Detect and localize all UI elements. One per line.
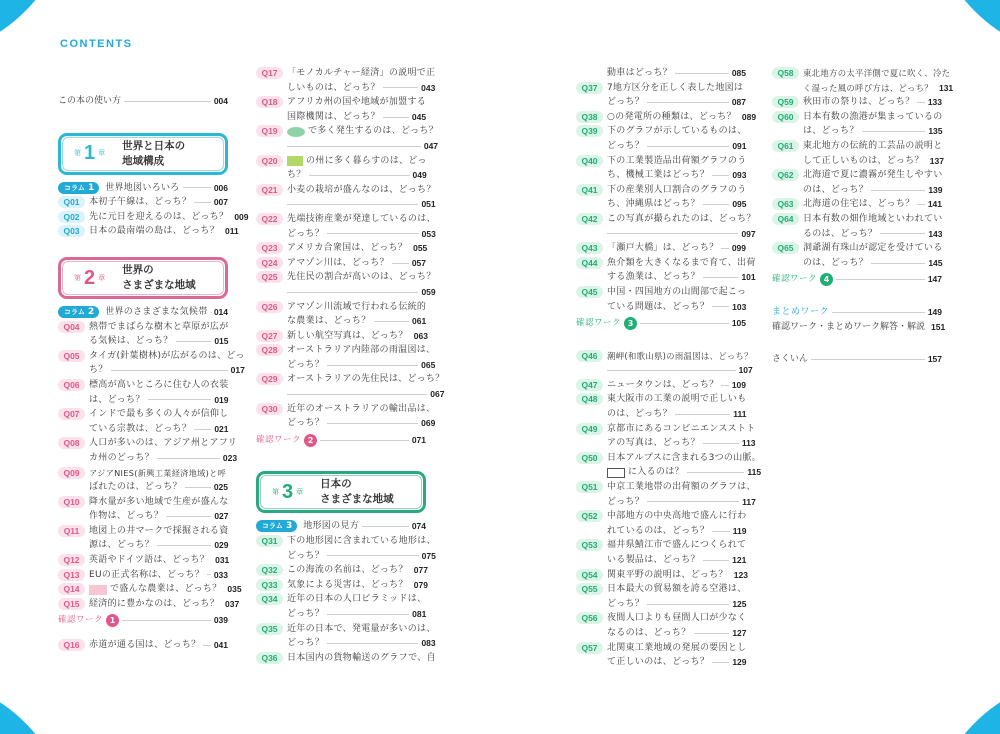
question-badge: Q45	[576, 286, 603, 298]
entry-label: さくいん	[772, 354, 809, 365]
column-badge: コラム 3	[256, 520, 297, 532]
entry-label: 確認ワーク	[58, 615, 104, 626]
question-badge: Q63	[772, 198, 799, 210]
question-entry-q56[interactable]: Q56 夜間人口よりも昼間人口が少なく なるのは、どっち？ 127	[576, 611, 746, 640]
question-badge: Q54	[576, 569, 603, 581]
work-number-badge: 1	[106, 614, 119, 627]
page-number: 149	[927, 306, 942, 317]
question-badge: Q59	[772, 96, 799, 108]
toc-entry-index[interactable]	[772, 352, 942, 367]
question-entry-q57[interactable]: Q57 北関東工業地域の発展の要因とし て正しいのは、どっち？ 129	[576, 641, 746, 670]
question-entry-q41[interactable]: Q41 下の産業別人口割合のグラフのう ち、沖縄県はどっち？ 095	[576, 183, 746, 212]
entry-label: 確認ワーク	[256, 434, 302, 445]
question-entry-q05[interactable]: Q05 タイガ(針葉樹林)が広がるのは、どっ ち？ 017	[58, 349, 228, 378]
question-entry-q62[interactable]: Q62 北海道で夏に濃霧が発生しやすい のは、どっち？ 139	[772, 168, 942, 197]
page-number: 006	[213, 182, 228, 193]
question-badge: Q02	[58, 211, 85, 223]
question-entry-q22[interactable]: Q22 先端技術産業が発達しているのは、 どっち？ 053	[256, 212, 426, 241]
question-entry-q65[interactable]: Q65 洞爺湖有珠山が認定を受けている のは、どっち？ 145	[772, 241, 942, 270]
question-badge: Q29	[256, 373, 283, 385]
question-entry-q45[interactable]: Q45 中国・四国地方の山間部で起こっ ている問題は、どっち？ 103	[576, 285, 746, 314]
page-number: 105	[731, 318, 746, 329]
column-entry-1[interactable]	[58, 181, 228, 196]
toc-entry-intro[interactable]	[58, 94, 228, 109]
question-badge: Q26	[256, 301, 283, 313]
question-entry-q46[interactable]: Q46 潮岬(和歌山県)の雨温図は、どっち？ 107	[576, 349, 746, 378]
review-work-1[interactable]	[58, 613, 228, 628]
question-entry-q43[interactable]: Q43 「瀬戸大橋」は、どっち？ 099	[576, 241, 746, 256]
question-entry-q04[interactable]: Q04 熱帯でまばらな樹木と草原が広が る気候は、どっち？ 015	[58, 320, 228, 349]
question-entry-q02[interactable]: Q02 先に元日を迎えるのは、どっち？ 009	[58, 210, 228, 225]
question-entry-q03[interactable]: Q03 日本の最南端の島は、どっち？ 011	[58, 224, 228, 239]
question-entry-q49[interactable]: Q49 京都市にあるコンビニエンスストト アの写真は、どっち？ 113	[576, 422, 746, 451]
question-entry-q37[interactable]: Q37 7地方区分を正しく表した地図は どっち？ 087	[576, 81, 746, 110]
question-badge: Q06	[58, 379, 85, 391]
toc-column-1	[58, 94, 249, 653]
question-entry-q15[interactable]: Q15 経済的に豊かなのは、どっち？ 037	[58, 597, 228, 612]
question-badge: Q07	[58, 408, 85, 420]
question-entry-q20[interactable]: Q20 の州に多く暮らすのは、どっ ち？ 049	[256, 154, 426, 183]
question-badge: Q44	[576, 257, 603, 269]
chapter-suffix: 章	[98, 273, 106, 282]
chapter-title: 世界の さまざまな地域	[122, 263, 196, 291]
chapter-number: 1	[84, 142, 96, 165]
chapter-suffix: 章	[98, 149, 106, 158]
question-entry-q47[interactable]: Q47 ニュータウンは、どっち？ 109	[576, 378, 746, 393]
question-badge: Q62	[772, 169, 799, 181]
entry-label: 確認ワーク	[772, 274, 818, 285]
question-badge: Q34	[256, 593, 283, 605]
entry-label: 世界地図いろいろ	[105, 182, 180, 193]
question-badge: Q36	[256, 652, 283, 664]
question-badge: Q37	[576, 82, 603, 94]
question-badge: Q17	[256, 67, 283, 79]
question-badge: Q47	[576, 379, 603, 391]
column-badge: コラム 1	[58, 182, 99, 194]
question-entry-q12[interactable]: Q12 英語やドイツ語は、どっち？ 031	[58, 553, 228, 568]
chapter-title: 世界と日本の 地域構成	[122, 139, 186, 167]
question-badge: Q60	[772, 111, 799, 123]
question-entry-q07[interactable]: Q07 インドで最も多くの人々が信仰し ている宗教は、どっち？ 021	[58, 407, 228, 436]
review-work-4[interactable]	[772, 272, 942, 287]
question-badge: Q14	[58, 583, 85, 595]
question-entry-q01[interactable]: Q01 本初子午線は、どっち？ 007	[58, 195, 228, 210]
column-entry-2[interactable]: コラム 2 世界のさまざまな気候帯 014	[58, 305, 228, 320]
question-entry-q08[interactable]: Q08 人口が多いのは、アジア州とアフリ カ州のどっち？ 023	[58, 436, 228, 465]
corner-decoration-top-left	[0, 0, 70, 60]
chapter-prefix: 第	[74, 149, 81, 158]
entry-label: まとめワーク	[772, 306, 830, 317]
question-entry-q64[interactable]: Q64 日本有数の畑作地域といわれてい るのは、どっち？ 143	[772, 212, 942, 241]
work-number-badge: 4	[820, 273, 833, 286]
question-entry-q55[interactable]: Q55 日本最大の貿易額を誇る空港は、 どっち？ 125	[576, 582, 746, 611]
question-badge: Q58	[772, 67, 799, 79]
question-badge: Q16	[58, 639, 85, 651]
question-badge: Q18	[256, 96, 283, 108]
question-entry-q14[interactable]: Q14 で盛んな農業は、どっち？ 035	[58, 582, 228, 597]
question-entry-q63[interactable]: Q63 北海道の住宅は、どっち？ 141	[772, 197, 942, 212]
toc-column-3	[576, 66, 762, 670]
question-entry-q53[interactable]: Q53 福井県鯖江市で盛んにつくられて いる製品は、どっち？ 121	[576, 538, 746, 567]
question-entry-q36[interactable]: Q36 日本国内の貨物輸送のグラフで、自	[256, 651, 426, 666]
toc-column-4	[772, 66, 954, 367]
question-entry-q38[interactable]: Q38 ○の発電所の種類は、どっち？ 089	[576, 110, 746, 125]
toc-column-2	[256, 66, 445, 665]
question-badge: Q39	[576, 125, 603, 137]
question-entry-q48[interactable]: Q48 東大阪市の工業の説明で正しいも のは、どっち？ 111	[576, 392, 746, 421]
page-number: 157	[927, 354, 942, 365]
question-entry-q51[interactable]: Q51 中京工業地帯の出荷額のグラフは、 どっち？ 117	[576, 480, 746, 509]
question-badge: Q05	[58, 350, 85, 362]
page-number: 151	[931, 321, 946, 332]
question-badge: Q23	[256, 242, 283, 254]
pink-region-swatch	[89, 585, 107, 595]
question-entry-q17[interactable]: Q17 「モノカルチャー経済」の説明で正 しいものは、どっち？ 043	[256, 66, 426, 95]
question-entry-q42[interactable]: Q42 この写真が撮られたのは、どっち？ 097	[576, 212, 746, 241]
question-badge: Q55	[576, 583, 603, 595]
corner-decoration-bottom-left	[0, 674, 70, 734]
question-entry-q30[interactable]: Q30 近年のオーストラリアの輸出品は、 どっち？ 069	[256, 402, 426, 431]
question-badge: Q51	[576, 481, 603, 493]
question-badge: Q25	[256, 271, 283, 283]
work-number-badge: 3	[624, 317, 637, 330]
question-badge: Q64	[772, 213, 799, 225]
question-entry-q32[interactable]: Q32 この海流の名前は、どっち？ 077	[256, 563, 426, 578]
question-badge: Q33	[256, 579, 283, 591]
chapter-prefix: 第	[74, 273, 81, 282]
question-badge: Q20	[256, 155, 283, 167]
question-entry-q39[interactable]: Q39 下のグラフが示しているものは、 どっち？ 091	[576, 124, 746, 153]
green-ellipse-swatch	[287, 127, 305, 137]
question-badge: Q08	[58, 437, 85, 449]
question-entry-q54[interactable]: Q54 関東平野の説明は、どっち？ 123	[576, 568, 746, 583]
question-badge: Q61	[772, 140, 799, 152]
question-entry-q59[interactable]: Q59 秋田市の祭りは、どっち？ 133	[772, 95, 942, 110]
question-entry-q60[interactable]: Q60 日本有数の漁港が集まっているの は、どっち？ 135	[772, 110, 942, 139]
question-entry-q28[interactable]: Q28 オーストラリア内陸部の雨温図は、 どっち？ 065	[256, 343, 426, 372]
question-entry-q44[interactable]: Q44 魚介類を大きくなるまで育て、出荷 する漁業は、どっち？ 101	[576, 256, 746, 285]
question-badge: Q12	[58, 554, 85, 566]
question-entry-q13[interactable]: Q13 EUの正式名称は、どっち？ 033	[58, 568, 228, 583]
question-entry-q35[interactable]: Q35 近年の日本で、発電量が多いのは、 どっち？ 083	[256, 622, 426, 651]
leader-line	[124, 101, 211, 102]
review-work-2[interactable]	[256, 433, 426, 448]
chapter-title: 日本の さまざまな地域	[320, 478, 394, 506]
question-entry-q16[interactable]: Q16 赤道が通る国は、どっち？ 041	[58, 638, 228, 653]
question-badge: Q48	[576, 393, 603, 405]
question-entry-q21[interactable]: Q21 小麦の栽培が盛んなのは、どっち？ 051	[256, 183, 426, 212]
question-badge: Q04	[58, 321, 85, 333]
question-badge: Q50	[576, 452, 603, 464]
chapter-number: 2	[84, 266, 96, 289]
entry-label: 確認ワーク	[576, 318, 622, 329]
question-badge: Q03	[58, 225, 85, 237]
question-badge: Q49	[576, 423, 603, 435]
question-badge: Q65	[772, 242, 799, 254]
question-entry-q58[interactable]: Q58 東北地方の太平洋側で夏に吹く、冷た く湿った風の呼び方は、どっち？ 131	[772, 66, 942, 95]
entry-label: この本の使い方	[58, 96, 122, 106]
page-number: 147	[927, 274, 942, 285]
question-badge: Q10	[58, 496, 85, 508]
question-badge: Q09	[58, 467, 85, 479]
corner-decoration-top-right	[930, 0, 1000, 60]
question-entry-q34[interactable]: Q34 近年の日本の人口ピラミッドは、 どっち？ 081	[256, 592, 426, 621]
chapter-suffix: 章	[296, 488, 304, 497]
question-badge: Q24	[256, 257, 283, 269]
question-badge: Q19	[256, 125, 283, 137]
question-entry-q23[interactable]: Q23 アメリカ合衆国は、どっち？ 055	[256, 241, 426, 256]
question-badge: Q30	[256, 403, 283, 415]
chapter-2-header[interactable]	[58, 257, 228, 299]
question-badge: Q13	[58, 569, 85, 581]
question-entry-q27[interactable]: Q27 新しい航空写真は、どっち？ 063	[256, 329, 426, 344]
question-badge: Q15	[58, 598, 85, 610]
question-badge: Q27	[256, 330, 283, 342]
toc-entry-answers[interactable]	[772, 320, 946, 335]
corner-decoration-bottom-right	[930, 674, 1000, 734]
question-entry-q50[interactable]: Q50 日本アルプスに含まれる3つの山脈。 に入るのは？ 115	[576, 451, 746, 480]
toc-entry-summary-work[interactable]	[772, 305, 942, 320]
work-number-badge: 2	[304, 434, 317, 447]
chapter-1-header[interactable]	[58, 133, 228, 175]
question-badge: Q31	[256, 535, 283, 547]
page-number: 071	[411, 434, 426, 445]
question-entry-q11[interactable]: Q11 地図上の井マークで採掘される資 源は、どっち？ 029	[58, 524, 228, 553]
page-number: 039	[213, 615, 228, 626]
question-entry-q24[interactable]: Q24 アマゾン川は、どっち？ 057	[256, 256, 426, 271]
question-entry-q61[interactable]: Q61 東北地方の伝統的工芸品の説明と して正しいものは、どっち？ 137	[772, 139, 942, 168]
question-badge: Q42	[576, 213, 603, 225]
question-entry-q40[interactable]: Q40 下の工業製造品出荷額グラフのう ち、機械工業はどっち？ 093	[576, 154, 746, 183]
question-entry-q31[interactable]: Q31 下の地形図に含まれている地形は、 どっち？ 075	[256, 534, 426, 563]
question-badge: Q22	[256, 213, 283, 225]
question-badge: Q32	[256, 564, 283, 576]
review-work-3[interactable]	[576, 316, 746, 331]
question-badge: Q52	[576, 510, 603, 522]
chapter-number: 3	[282, 481, 294, 504]
question-entry-q10[interactable]: Q10 降水量が多い地域で生産が盛んな 作物は、どっち？ 027	[58, 495, 228, 524]
chapter-prefix: 第	[272, 488, 279, 497]
question-badge: Q46	[576, 350, 603, 362]
question-entry-q36-cont[interactable]: 動車はどっち？ 085	[607, 68, 746, 78]
question-badge: Q41	[576, 184, 603, 196]
question-entry-q26[interactable]: Q26 アマゾン川流域で行われる伝統的 な農業は、どっち？ 061	[256, 300, 426, 329]
page-number: 004	[213, 96, 228, 106]
chapter-3-header[interactable]	[256, 471, 426, 513]
blank-box-icon	[607, 468, 625, 478]
question-entry-q06[interactable]: Q06 標高が高いところに住む人の衣装 は、どっち？ 019	[58, 378, 228, 407]
question-badge: Q11	[58, 525, 85, 537]
question-entry-q19[interactable]: Q19 で多く発生するのは、どっち？ 047	[256, 124, 426, 153]
question-badge: Q53	[576, 539, 603, 551]
question-badge: Q43	[576, 242, 603, 254]
column-badge: コラム 2	[58, 306, 99, 318]
question-entry-q52[interactable]: Q52 中部地方の中央高地で盛んに行わ れているのは、どっち？ 119	[576, 509, 746, 538]
question-badge: Q38	[576, 111, 603, 123]
question-badge: Q35	[256, 623, 283, 635]
contents-heading: CONTENTS	[60, 38, 133, 50]
column-entry-3[interactable]: コラム 3 地形図の見方 074	[256, 519, 426, 534]
question-entry-q33[interactable]: Q33 気象による災害は、どっち？ 079	[256, 578, 426, 593]
question-entry-q25[interactable]: Q25 先住民の割合が高いのは、どっち？ 059	[256, 270, 426, 299]
question-entry-q29[interactable]: Q29 オーストラリアの先住民は、どっち？ 067	[256, 372, 426, 401]
question-badge: Q01	[58, 196, 85, 208]
entry-label: 確認ワーク・まとめワーク解答・解説	[772, 321, 926, 332]
question-badge: Q21	[256, 184, 283, 196]
question-entry-q18[interactable]: Q18 アフリカ州の国や地域が加盟する 国際機関は、どっち？ 045	[256, 95, 426, 124]
question-badge: Q57	[576, 642, 603, 654]
question-badge: Q28	[256, 344, 283, 356]
green-region-swatch	[287, 156, 303, 166]
question-entry-q09[interactable]: Q09 アジアNIES(新興工業経済地域)と呼 ばれたのは、どっち？ 025	[58, 466, 228, 495]
question-badge: Q40	[576, 155, 603, 167]
question-badge: Q56	[576, 612, 603, 624]
